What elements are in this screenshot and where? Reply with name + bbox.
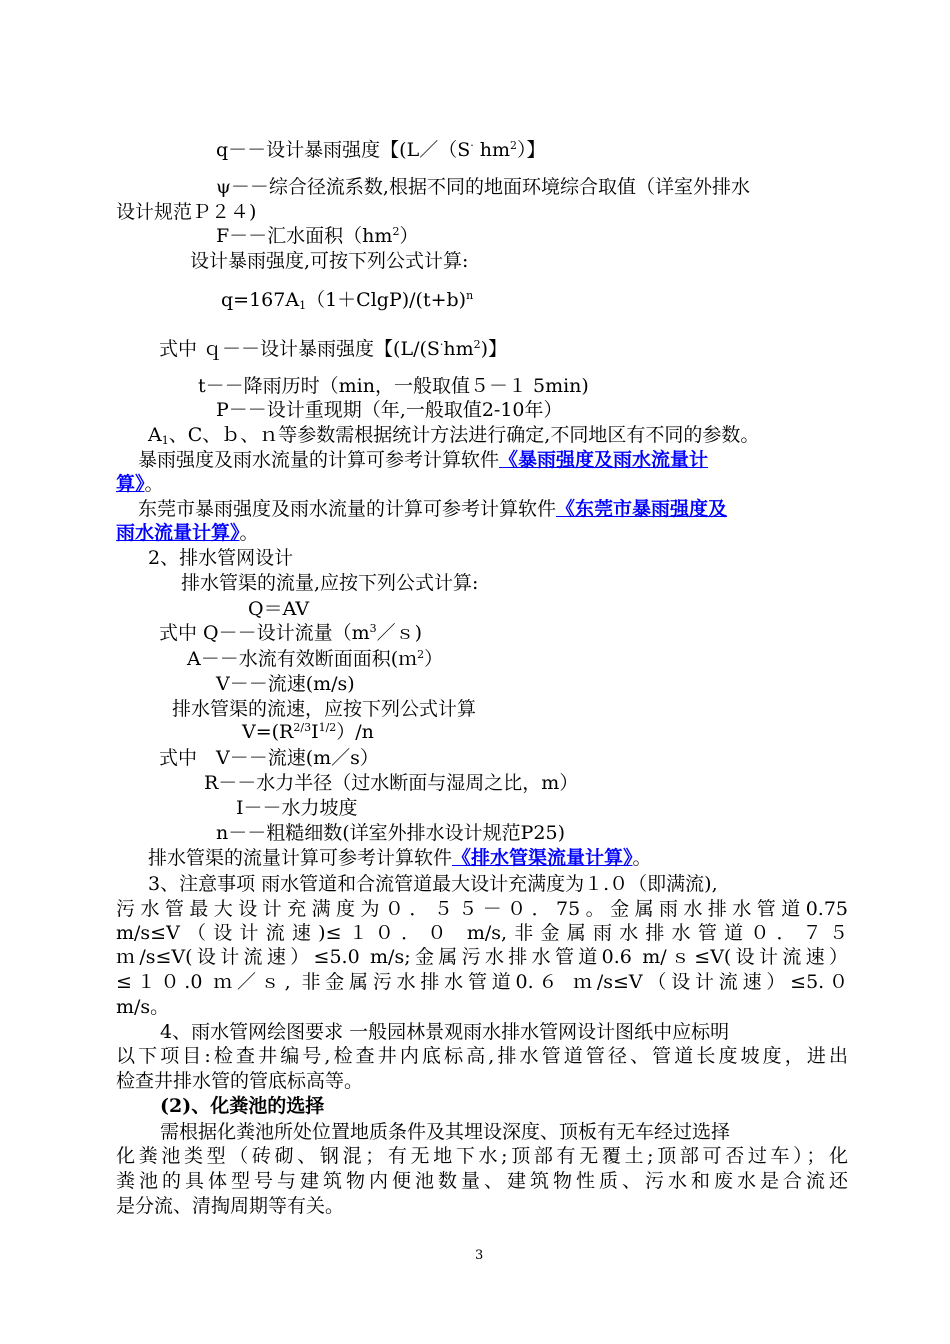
- section-heading: 2、排水管网设计: [148, 547, 294, 569]
- text-line: q－－设计暴雨强度【(L／（S· $hm^2$）】: [216, 139, 546, 161]
- text-line: ≤１０.0 ｍ／ｓ, 非金属污水排水管道0.６ ｍ/s≤V（设计流速）≤5.０: [116, 971, 848, 993]
- text-line: R－－水力半径（过水断面与湿周之比，m）: [204, 772, 579, 794]
- text-line: 4、雨水管网绘图要求 一般园林景观雨水排水管网设计图纸中应标明: [160, 1021, 730, 1043]
- text-line: 设计规范Ｐ２４): [116, 201, 257, 223]
- page-number: 3: [475, 1248, 484, 1263]
- text-line: n－－粗糙细数(详室外排水设计规范P25): [216, 822, 566, 844]
- software-link-rain-intensity-cont[interactable]: 算》: [116, 473, 145, 495]
- text-line: V－－流速(m/s): [216, 673, 355, 695]
- text-line: 算》。: [116, 473, 164, 495]
- text-line: 以下项目:检查井编号,检查井内底标高,排水管道管径、管道长度坡度，进出: [116, 1045, 848, 1067]
- software-link-pipe-flow[interactable]: 《排水管渠流量计算》: [452, 847, 633, 869]
- text-line: 化粪池类型（砖砌、钢混；有无地下水;顶部有无覆土;顶部可否过车）；化: [116, 1145, 848, 1167]
- text-line: 暴雨强度及雨水流量的计算可参考计算软件《暴雨强度及雨水流量计: [138, 449, 709, 471]
- text-line: 排水管渠的流量计算可参考计算软件《排水管渠流量计算》。: [148, 847, 652, 869]
- formula: $V=(R^{2/3}I^{1/2})/n$: [242, 721, 374, 743]
- text-line: 粪池的具体型号与建筑物内便池数量、建筑物性质、污水和废水是合流还: [116, 1170, 848, 1192]
- text-line: 式中 V－－流速(m／s）: [159, 747, 379, 769]
- text-line: $A_1$、C、ｂ、ｎ等参数需根据统计方法进行确定,不同地区有不同的参数。: [148, 424, 760, 447]
- text-line: 设计暴雨强度,可按下列公式计算:: [190, 250, 469, 272]
- software-link-dongguan[interactable]: 《东莞市暴雨强度及: [556, 498, 728, 520]
- formula: $q=167A_1(1+ClgP)/(t+b)^n$: [221, 289, 474, 312]
- text-line: 污水管最大设计充满度为０．５５－０．75。金属雨水排水管道0.75: [116, 898, 848, 920]
- text-line: ｍ/s≤V(设计流速）≤5.0 m/s;金属污水排水管道0.6 m/ｓ≤V(设计流速）: [116, 946, 848, 968]
- software-link-rain-intensity[interactable]: 《暴雨强度及雨水流量计: [499, 449, 709, 471]
- text-line: A－－水流有效断面面积(ｍ$^2$）: [187, 648, 444, 670]
- text-line: m/s。: [116, 996, 170, 1018]
- text-line: m/s≤V（设计流速)≤１０．０ m/s,非金属雨水排水管道０．７５: [116, 922, 848, 944]
- text-line: 东莞市暴雨强度及雨水流量的计算可参考计算软件《东莞市暴雨强度及: [138, 498, 728, 520]
- text-line: t－－降雨历时（min，一般取值５－１ 5min): [198, 375, 589, 397]
- text-line: 排水管渠的流量,应按下列公式计算:: [181, 572, 479, 594]
- text-line: 式中 ｑ－－设计暴雨强度【($L/(S^\cdot hm^2)$】: [159, 338, 508, 360]
- text-line: P－－设计重现期（年,一般取值2-10年）: [216, 399, 563, 421]
- text-line: 式中 Q－－设计流量$(m^3/s)$: [159, 622, 423, 644]
- text-line: I－－水力坡度: [236, 797, 358, 819]
- text-line: F－－汇水面积$(hm^2)$: [216, 225, 419, 247]
- section-heading: (2)、化粪池的选择: [160, 1095, 325, 1117]
- text-line: 雨水流量计算》。: [116, 522, 259, 544]
- text-line: 检查井排水管的管底标高等。: [116, 1070, 364, 1092]
- text-line: 排水管渠的流速，应按下列公式计算: [172, 698, 477, 720]
- text-line: 3、注意事项 雨水管道和合流管道最大设计充满度为１.０（即满流),: [148, 873, 718, 895]
- software-link-dongguan-cont[interactable]: 雨水流量计算》: [116, 522, 240, 544]
- text-line: 是分流、清掏周期等有关。: [116, 1195, 345, 1217]
- text-line: ψ－－综合径流系数,根据不同的地面环境综合取值（详室外排水: [216, 176, 750, 198]
- text-line: 需根据化粪池所处位置地质条件及其埋设深度、顶板有无车经过选择: [160, 1121, 731, 1143]
- formula: Q＝AV: [248, 598, 310, 620]
